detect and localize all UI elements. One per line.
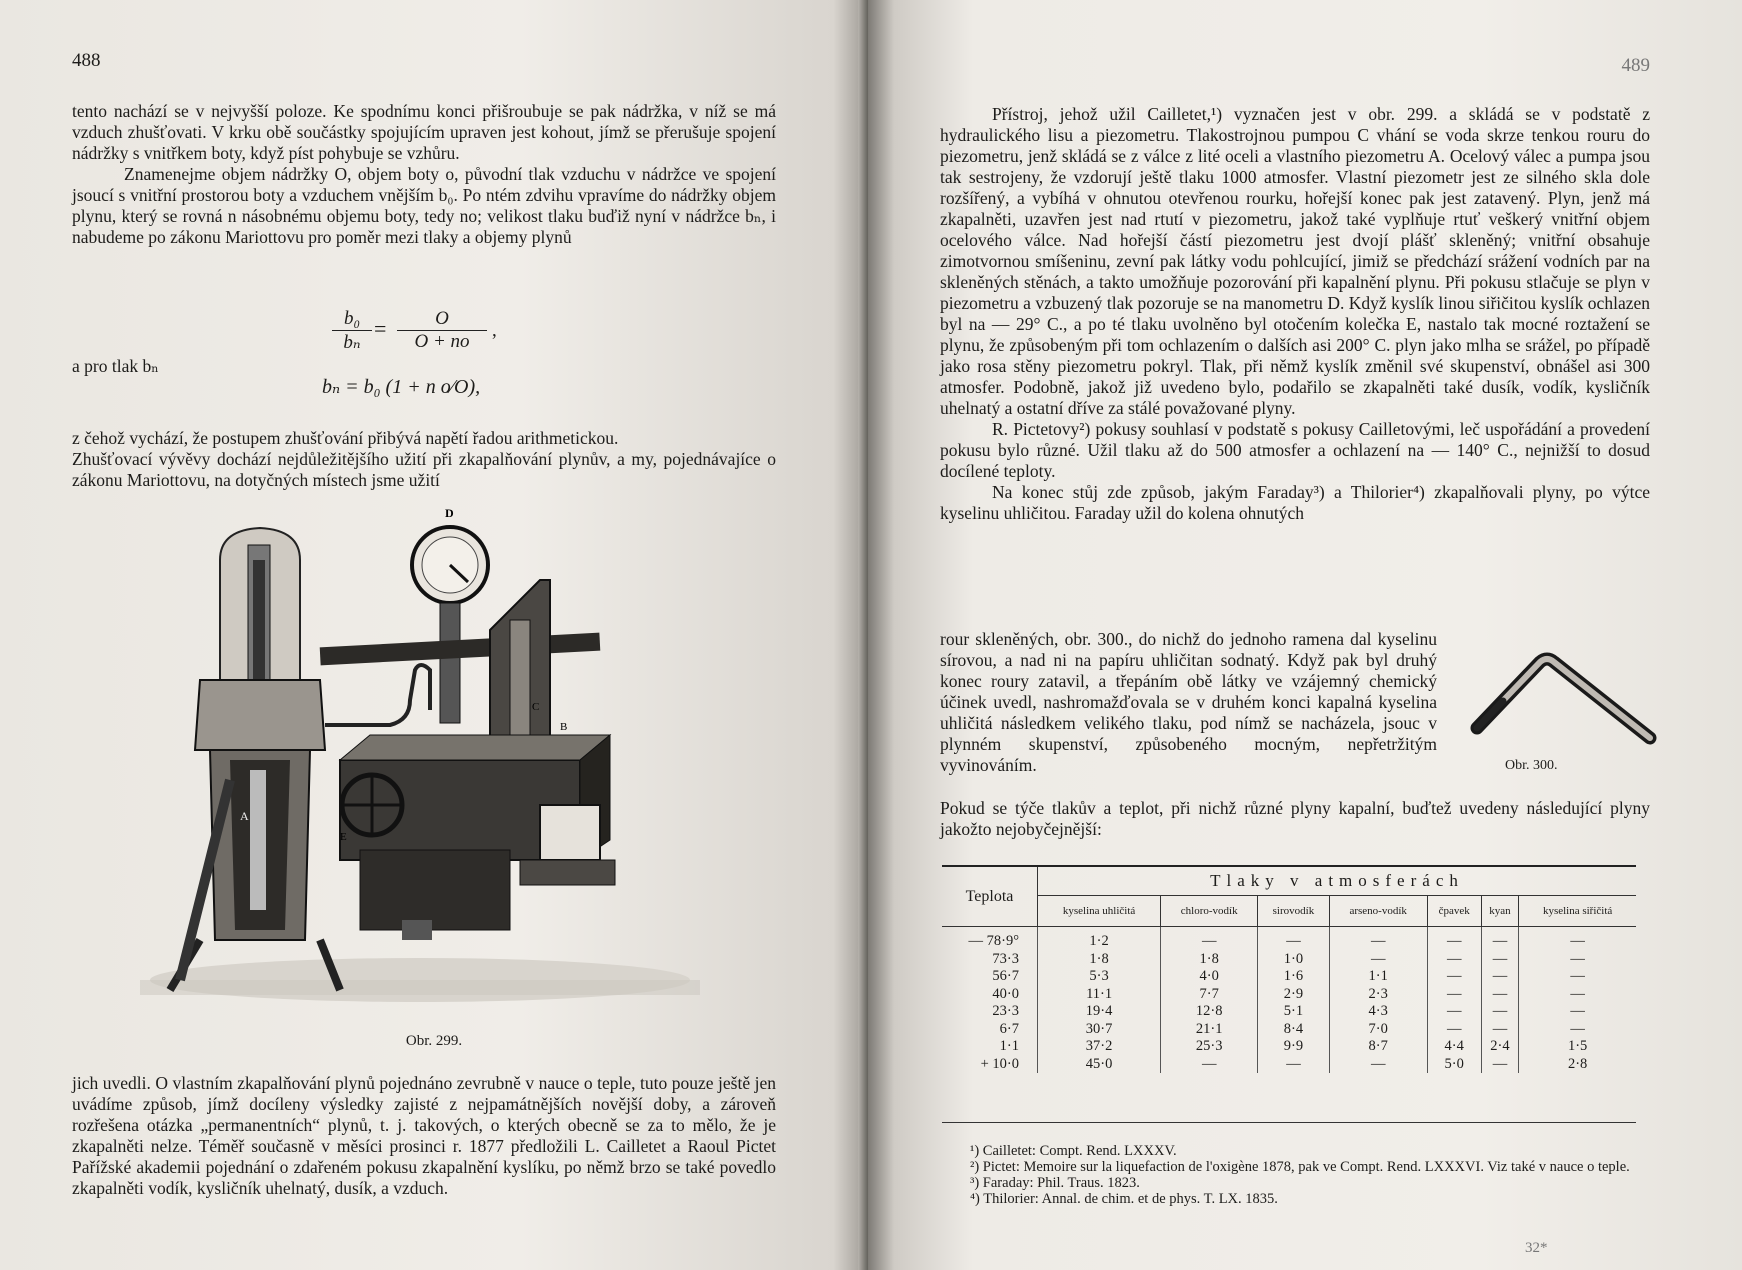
left-text-bottom (72, 1073, 776, 1199)
value-cell: — (1481, 986, 1519, 1004)
eq1-rhs-num: O (435, 308, 449, 329)
table-row (942, 1003, 1636, 1021)
value-cell: — (1481, 927, 1519, 951)
eq1-lhs (332, 308, 372, 354)
left-text-top (72, 101, 776, 248)
value-cell: 1·8 (1161, 951, 1258, 969)
column-header: kyselina siřičitá (1519, 896, 1636, 927)
value-cell: 2·4 (1481, 1038, 1519, 1056)
column-header: sirovodík (1258, 896, 1329, 927)
value-cell: — (1427, 1003, 1481, 1021)
paragraph: Zhušťovací vývěvy dochází nejdůležitějšího užití při zkapalňování plynův, a my, pojednávajíce o zákonu Mariottovu, na dotyčných místech jsme užití (72, 449, 776, 490)
value-cell: 1·2 (1038, 927, 1161, 951)
value-cell: 4·4 (1427, 1038, 1481, 1056)
table-row (942, 1021, 1636, 1039)
teplota-cell: 23·3 (992, 1003, 1019, 1020)
right-text-wrapped: rour skleněných, obr. 300., do nichž do jednoho ramena dal kyselinu sírovou, a nad ni na papíru uhličitan sodnatý. Když pak byl druhý konec roury zatavil, a třepáním obě látky ve vzájemný chemický účinek uvedl, nashromažďovala se v druhém konci kapalná kyselina uhličitá následkem velikého tlaku, pod nímž se nacházela, jsouc v plynném skupenství, způsobeného mocným, nepřetržitým vyvinováním. (940, 629, 1437, 775)
signature-mark: 32* (1525, 1240, 1548, 1256)
value-cell: 1·5 (1519, 1038, 1636, 1056)
value-cell: — (1519, 968, 1636, 986)
value-cell: — (1258, 1056, 1329, 1074)
value-cell: — (1329, 1056, 1427, 1074)
page-number-right: 489 (1621, 55, 1650, 76)
value-cell: 4·0 (1161, 968, 1258, 986)
value-cell: — (1258, 927, 1329, 951)
value-cell: 11·1 (1038, 986, 1161, 1004)
right-text-table-intro (940, 798, 1650, 840)
paragraph: Přístroj, jehož užil Cailletet,¹) vyznačen jest v obr. 299. a skládá se v podstatě z hydraulického lisu a piezometru. Tlakostrojnou pumpou C vhání se voda skrze tenkou rouru do piezometru, jenž skládá se z válce z lité oceli a vlastního piezometru A. Ocelový válec a pumpa jsou tak sestrojeny, že vzdorují ještě tlaku 1000 atmosfer. Vlastní piezometr jest ze silného skla dole rozšířený, a vybíhá v ohnutou otevřenou rourku, hořejší konec pak jest zatavený. Plyn, jenž má zkapalněti, uzavřen jest nad rtutí v piezometru, jakož také vyplňuje rtuť veškerý vnitřní objem ocelového válce. Nad hořejší částí piezometru jest dvojí plášť skleněný; vnitřní obsahuje zimotvornou smíšeninu, zevní pak látky vodu pohlcující, jimiž se předchází srážení vodních par na skleněných stěnách, a takto umožňuje pozorování při kapalnění plynu. Při pokusu stlačuje se plyn v piezometru a vzbuzený tlak pozoruje se na manometru D. Když kyslík linou siřičitou kyslík ochlazen byl na — 29° C., a po té tlaku uvolněno byl otočením kolečka E, nastalo tak mocné roztažení se plynu, že způsobeným při tom ochlazením o dalších asi 200° C. plyn jako mlha se srážel, po případě jako rosa stěny piezometru pokryl. Tlak, při němž kyslík změnil své skupenství, obnášel asi 300 atmosfer. Podobně, jakož již uvedeno bylo, podařilo se zkapalněti také dusík, vodík, kysličník uhelnatý a ostatní dříve za stálé považované plyny. (940, 104, 1650, 418)
column-header: čpavek (1427, 896, 1481, 927)
value-cell: — (1427, 951, 1481, 969)
value-cell: 2·3 (1329, 986, 1427, 1004)
value-cell: 2·9 (1258, 986, 1329, 1004)
right-text-top (940, 104, 1650, 524)
teplota-cell: 56·7 (992, 968, 1019, 985)
value-cell: 30·7 (1038, 1021, 1161, 1039)
teplota-cell: 6·7 (999, 1020, 1019, 1037)
footnote: ⁴) Thilorier: Annal. de chim. et de phys. T. LX. 1835. (970, 1191, 1278, 1207)
fig-label-e: E (340, 831, 347, 843)
value-cell: — (1329, 951, 1427, 969)
figure-300-caption: Obr. 300. (1505, 758, 1558, 773)
teplota-cell: — 78·9° (968, 933, 1019, 950)
column-header: arseno-vodík (1329, 896, 1427, 927)
teplota-cell: + 10·0 (980, 1055, 1019, 1072)
eq1-lhs-den: bₙ (332, 330, 372, 354)
teplota-cell: 40·0 (992, 985, 1019, 1002)
value-cell: 8·7 (1329, 1038, 1427, 1056)
equals-sign: = (374, 316, 387, 341)
value-cell: 1·6 (1258, 968, 1329, 986)
paragraph: R. Pictetovy²) pokusy souhlasí v podstatě s pokusy Cailletovými, leč uspořádání a provedení pokusu bylo různé. Užil tlaku až do 500 atmosfer a ochlazení na — 140° C., nejnižší to dosud docílené teploty. (940, 419, 1650, 481)
equation-block (72, 306, 776, 436)
value-cell: — (1519, 951, 1636, 969)
footnote: ³) Faraday: Phil. Traus. 1823. (970, 1175, 1140, 1191)
value-cell: — (1519, 1021, 1636, 1039)
pressure-table (942, 865, 1636, 1123)
header-teplota: Teplota (942, 867, 1038, 927)
eq1-rhs (397, 308, 487, 353)
value-cell: 7·7 (1161, 986, 1258, 1004)
value-cell: 2·8 (1519, 1056, 1636, 1074)
value-cell: 45·0 (1038, 1056, 1161, 1074)
value-cell: 21·1 (1161, 1021, 1258, 1039)
value-cell: 19·4 (1038, 1003, 1161, 1021)
value-cell: — (1427, 1021, 1481, 1039)
table-row (942, 1038, 1636, 1056)
value-cell: 12·8 (1161, 1003, 1258, 1021)
value-cell: — (1481, 951, 1519, 969)
value-cell: — (1427, 927, 1481, 951)
table-row (942, 986, 1636, 1004)
figure-300-bent-tube (1465, 650, 1665, 760)
value-cell: 9·9 (1258, 1038, 1329, 1056)
eq1-rhs-den: O + no (397, 330, 487, 353)
pressure-table-grid (942, 867, 1636, 1073)
value-cell: 4·3 (1329, 1003, 1427, 1021)
equation-2: bₙ = b₀ (1 + n o⁄O), (322, 376, 481, 398)
value-cell: — (1427, 986, 1481, 1004)
value-cell: 5·0 (1427, 1056, 1481, 1074)
value-cell: — (1519, 1003, 1636, 1021)
fig-label-a: A (240, 809, 249, 823)
column-header: chloro-vodík (1161, 896, 1258, 927)
figure-299-apparatus (140, 506, 700, 1020)
value-cell: — (1481, 968, 1519, 986)
fig-label-b: B (560, 721, 568, 733)
value-cell: 37·2 (1038, 1038, 1161, 1056)
footnote: ²) Pictet: Memoire sur la liquefaction de l'oxigène 1878, pak ve Compt. Rend. LXXXVI. Viz také v nauce o teple. (970, 1159, 1630, 1175)
value-cell: — (1519, 927, 1636, 951)
value-cell: — (1481, 1056, 1519, 1074)
value-cell: 1·8 (1038, 951, 1161, 969)
value-cell: 25·3 (1161, 1038, 1258, 1056)
page-number-left: 488 (72, 50, 101, 71)
value-cell: — (1161, 1056, 1258, 1074)
teplota-cell: 1·1 (999, 1038, 1019, 1055)
paragraph: Pokud se týče tlakův a teplot, při nichž různé plyny kapalní, buďtež uvedeny následující plyny jakožto nejobyčejnější: (940, 798, 1650, 839)
value-cell: 5·3 (1038, 968, 1161, 986)
a-pro-tlak: a pro tlak bₙ (72, 356, 159, 376)
teplota-cell: 73·3 (992, 950, 1019, 967)
fig-label-c: C (532, 701, 540, 713)
value-cell: 8·4 (1258, 1021, 1329, 1039)
header-tlaky: Tlaky v atmosferách (1038, 867, 1637, 896)
paragraph: z čehož vychází, že postupem zhušťování přibývá napětí řadou arithmetickou. (72, 428, 619, 448)
footnotes (970, 1143, 1650, 1207)
figure-299-caption: Obr. 299. (405, 1033, 463, 1049)
value-cell: 1·1 (1329, 968, 1427, 986)
value-cell: — (1481, 1003, 1519, 1021)
column-header: kyan (1481, 896, 1519, 927)
table-row (942, 1056, 1636, 1074)
footnote: ¹) Cailletet: Compt. Rend. LXXXV. (970, 1143, 1177, 1159)
value-cell: — (1329, 927, 1427, 951)
value-cell: — (1519, 986, 1636, 1004)
value-cell: — (1481, 1021, 1519, 1039)
table-body (942, 927, 1636, 1074)
table-subheader-row (942, 896, 1636, 927)
paragraph: Znamenejme objem nádržky O, objem boty o, původní tlak vzduchu v nádržce ve spojení jsoucí s vnitřní prostorou boty a vzduchem vnějším b₀. Po ntém zdvihu vpravíme do nádržky objem plynu, který se rovná n násobnému objemu boty, tedy no; velikost tlaku buďiž nyní v nádržce bₙ, i nabudeme po zákonu Mariottovu pro poměr mezi tlaky a objemy plynů (72, 164, 776, 247)
table-row (942, 968, 1636, 986)
paragraph: jich uvedli. O vlastním zkapalňování plynů pojednáno zevrubně v nauce o teple, tuto pouze ještě jen uvádíme způsob, jímž docíleny výsledky zajisté z nejpamátnějších novější doby, a zároveň rozřešena otázka „permanentních“ plynů, t. j. takových, o kterých obecně se za to mělo, že je zkapalněti nelze. Téměř současně v měsíci prosinci r. 1877 předložili L. Cailletet a Raoul Pictet Pařížské akademii pojednání o zdařeném pokusu zkapalnění kyslíku, po němž brzo se také povedlo zkapalněti vodík, kysličník uhelnatý, dusík, a vzduch. (72, 1073, 776, 1198)
table-row (942, 927, 1636, 951)
value-cell: 5·1 (1258, 1003, 1329, 1021)
table-row (942, 951, 1636, 969)
comma: , (492, 320, 497, 341)
value-cell: 1·0 (1258, 951, 1329, 969)
paragraph: tento nachází se v nejvyšší poloze. Ke spodnímu konci přišroubuje se pak nádržka, v níž se má vzduch zhušťovati. V krku obě součástky spojujícím upraven jest kohout, jímž se přerušuje spojení nádržky s vnitřkem boty, když píst pohybuje se vzhůru. (72, 101, 776, 163)
value-cell: 7·0 (1329, 1021, 1427, 1039)
fig-label-d: D (445, 506, 454, 520)
paragraph: Na konec stůj zde způsob, jakým Faraday³) a Thilorier⁴) zkapalňovali plyny, po výtce kyselinu uhličitou. Faraday užil do kolena ohnutých (940, 482, 1650, 523)
value-cell: — (1161, 927, 1258, 951)
value-cell: — (1427, 968, 1481, 986)
column-header: kyselina uhličitá (1038, 896, 1161, 927)
left-text-middle (72, 428, 776, 491)
eq1-lhs-num: b₀ (343, 308, 361, 329)
